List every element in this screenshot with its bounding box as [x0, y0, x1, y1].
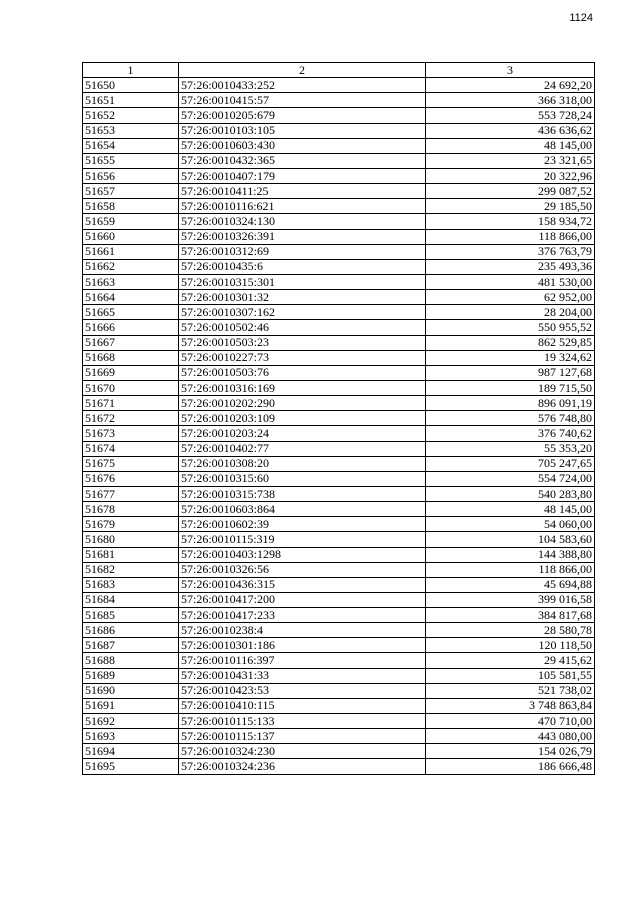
cadastral-number-cell: 57:26:0010315:301 — [179, 274, 426, 289]
cadastral-number-cell: 57:26:0010103:105 — [179, 123, 426, 138]
cadastral-number-cell: 57:26:0010301:32 — [179, 290, 426, 305]
value-cell: 104 583,60 — [426, 532, 595, 547]
table-row — [83, 305, 595, 320]
table-header — [83, 63, 595, 78]
row-number-cell: 51683 — [83, 577, 179, 592]
table-row — [83, 729, 595, 744]
table-row — [83, 259, 595, 274]
row-number-cell: 51668 — [83, 350, 179, 365]
value-cell: 540 283,80 — [426, 486, 595, 501]
value-cell: 470 710,00 — [426, 714, 595, 729]
table-row — [83, 577, 595, 592]
value-cell: 384 817,68 — [426, 608, 595, 623]
row-number-cell: 51693 — [83, 729, 179, 744]
table-row — [83, 350, 595, 365]
table-row — [83, 380, 595, 395]
cadastral-number-cell: 57:26:0010326:391 — [179, 229, 426, 244]
cadastral-number-cell: 57:26:0010116:621 — [179, 199, 426, 214]
value-cell: 118 866,00 — [426, 229, 595, 244]
value-cell: 48 145,00 — [426, 502, 595, 517]
row-number-cell: 51656 — [83, 168, 179, 183]
row-number-cell: 51658 — [83, 199, 179, 214]
value-cell: 3 748 863,84 — [426, 698, 595, 713]
value-cell: 481 530,00 — [426, 274, 595, 289]
row-number-cell: 51663 — [83, 274, 179, 289]
table-row — [83, 244, 595, 259]
value-cell: 23 321,65 — [426, 153, 595, 168]
cadastral-number-cell: 57:26:0010115:137 — [179, 729, 426, 744]
row-number-cell: 51665 — [83, 305, 179, 320]
row-number-cell: 51694 — [83, 744, 179, 759]
table-row — [83, 396, 595, 411]
table-row — [83, 93, 595, 108]
row-number-cell: 51655 — [83, 153, 179, 168]
value-cell: 154 026,79 — [426, 744, 595, 759]
table-row — [83, 683, 595, 698]
value-cell: 299 087,52 — [426, 184, 595, 199]
table-row — [83, 168, 595, 183]
cadastral-number-cell: 57:26:0010436:315 — [179, 577, 426, 592]
value-cell: 554 724,00 — [426, 471, 595, 486]
table-row — [83, 744, 595, 759]
value-cell: 29 415,62 — [426, 653, 595, 668]
row-number-cell: 51682 — [83, 562, 179, 577]
value-cell: 55 353,20 — [426, 441, 595, 456]
table-row — [83, 653, 595, 668]
table-row — [83, 517, 595, 532]
table-row — [83, 274, 595, 289]
cadastral-number-cell: 57:26:0010308:20 — [179, 456, 426, 471]
value-cell: 399 016,58 — [426, 592, 595, 607]
cadastral-number-cell: 57:26:0010307:162 — [179, 305, 426, 320]
table-row — [83, 184, 595, 199]
cadastral-number-cell: 57:26:0010415:57 — [179, 93, 426, 108]
row-number-cell: 51670 — [83, 380, 179, 395]
value-cell: 987 127,68 — [426, 365, 595, 380]
table-row — [83, 471, 595, 486]
table-row — [83, 592, 595, 607]
row-number-cell: 51676 — [83, 471, 179, 486]
value-cell: 24 692,20 — [426, 78, 595, 93]
value-cell: 576 748,80 — [426, 411, 595, 426]
value-cell: 48 145,00 — [426, 138, 595, 153]
table-row — [83, 229, 595, 244]
table-row — [83, 123, 595, 138]
table-row — [83, 411, 595, 426]
row-number-cell: 51666 — [83, 320, 179, 335]
value-cell: 28 204,00 — [426, 305, 595, 320]
table-row — [83, 714, 595, 729]
cadastral-number-cell: 57:26:0010227:73 — [179, 350, 426, 365]
cadastral-number-cell: 57:26:0010603:864 — [179, 502, 426, 517]
value-cell: 443 080,00 — [426, 729, 595, 744]
table-row — [83, 320, 595, 335]
row-number-cell: 51675 — [83, 456, 179, 471]
table-row — [83, 426, 595, 441]
row-number-cell: 51664 — [83, 290, 179, 305]
row-number-cell: 51661 — [83, 244, 179, 259]
cadastral-number-cell: 57:26:0010411:25 — [179, 184, 426, 199]
cadastral-number-cell: 57:26:0010502:46 — [179, 320, 426, 335]
table-row — [83, 668, 595, 683]
table-row — [83, 608, 595, 623]
row-number-cell: 51662 — [83, 259, 179, 274]
value-cell: 120 118,50 — [426, 638, 595, 653]
column-header-2: 2 — [179, 63, 426, 78]
cadastral-number-cell: 57:26:0010417:200 — [179, 592, 426, 607]
cadastral-number-cell: 57:26:0010324:236 — [179, 759, 426, 774]
row-number-cell: 51687 — [83, 638, 179, 653]
row-number-cell: 51680 — [83, 532, 179, 547]
row-number-cell: 51660 — [83, 229, 179, 244]
table-row — [83, 441, 595, 456]
row-number-cell: 51691 — [83, 698, 179, 713]
cadastral-number-cell: 57:26:0010315:738 — [179, 486, 426, 501]
table-row — [83, 290, 595, 305]
value-cell: 158 934,72 — [426, 214, 595, 229]
table-row — [83, 562, 595, 577]
cadastral-number-cell: 57:26:0010324:130 — [179, 214, 426, 229]
cadastral-number-cell: 57:26:0010115:133 — [179, 714, 426, 729]
value-cell: 19 324,62 — [426, 350, 595, 365]
row-number-cell: 51690 — [83, 683, 179, 698]
value-cell: 189 715,50 — [426, 380, 595, 395]
value-cell: 862 529,85 — [426, 335, 595, 350]
cadastral-number-cell: 57:26:0010417:233 — [179, 608, 426, 623]
cadastral-number-cell: 57:26:0010407:179 — [179, 168, 426, 183]
row-number-cell: 51688 — [83, 653, 179, 668]
table-row — [83, 623, 595, 638]
row-number-cell: 51654 — [83, 138, 179, 153]
table-row — [83, 138, 595, 153]
cadastral-number-cell: 57:26:0010324:230 — [179, 744, 426, 759]
row-number-cell: 51671 — [83, 396, 179, 411]
value-cell: 521 738,02 — [426, 683, 595, 698]
table-row — [83, 502, 595, 517]
cadastral-number-cell: 57:26:0010603:430 — [179, 138, 426, 153]
cadastral-number-cell: 57:26:0010115:319 — [179, 532, 426, 547]
cadastral-number-cell: 57:26:0010602:39 — [179, 517, 426, 532]
cadastral-number-cell: 57:26:0010203:24 — [179, 426, 426, 441]
table-row — [83, 698, 595, 713]
table-row — [83, 547, 595, 562]
value-cell: 366 318,00 — [426, 93, 595, 108]
table-row — [83, 365, 595, 380]
cadastral-number-cell: 57:26:0010431:33 — [179, 668, 426, 683]
cadastral-number-cell: 57:26:0010205:679 — [179, 108, 426, 123]
column-header-3: 3 — [426, 63, 595, 78]
cadastral-number-cell: 57:26:0010116:397 — [179, 653, 426, 668]
cadastral-number-cell: 57:26:0010435:6 — [179, 259, 426, 274]
table-row — [83, 638, 595, 653]
cadastral-number-cell: 57:26:0010432:365 — [179, 153, 426, 168]
cadastral-number-cell: 57:26:0010315:60 — [179, 471, 426, 486]
table-body — [83, 78, 595, 774]
cadastral-number-cell: 57:26:0010326:56 — [179, 562, 426, 577]
page-number: 1124 — [569, 12, 593, 24]
row-number-cell: 51684 — [83, 592, 179, 607]
header-row — [83, 63, 595, 78]
value-cell: 29 185,50 — [426, 199, 595, 214]
row-number-cell: 51673 — [83, 426, 179, 441]
row-number-cell: 51689 — [83, 668, 179, 683]
cadastral-number-cell: 57:26:0010402:77 — [179, 441, 426, 456]
value-cell: 62 952,00 — [426, 290, 595, 305]
value-cell: 105 581,55 — [426, 668, 595, 683]
row-number-cell: 51652 — [83, 108, 179, 123]
cadastral-number-cell: 57:26:0010203:109 — [179, 411, 426, 426]
table-row — [83, 199, 595, 214]
value-cell: 45 694,88 — [426, 577, 595, 592]
row-number-cell: 51674 — [83, 441, 179, 456]
row-number-cell: 51695 — [83, 759, 179, 774]
table-row — [83, 153, 595, 168]
row-number-cell: 51679 — [83, 517, 179, 532]
table-row — [83, 214, 595, 229]
cadastral-number-cell: 57:26:0010301:186 — [179, 638, 426, 653]
value-cell: 235 493,36 — [426, 259, 595, 274]
cadastral-value-table — [82, 62, 595, 775]
row-number-cell: 51657 — [83, 184, 179, 199]
row-number-cell: 51678 — [83, 502, 179, 517]
value-cell: 705 247,65 — [426, 456, 595, 471]
value-cell: 54 060,00 — [426, 517, 595, 532]
table-row — [83, 335, 595, 350]
cadastral-number-cell: 57:26:0010433:252 — [179, 78, 426, 93]
row-number-cell: 51653 — [83, 123, 179, 138]
table-row — [83, 532, 595, 547]
cadastral-number-cell: 57:26:0010503:76 — [179, 365, 426, 380]
value-cell: 186 666,48 — [426, 759, 595, 774]
column-header-1: 1 — [83, 63, 179, 78]
row-number-cell: 51692 — [83, 714, 179, 729]
value-cell: 550 955,52 — [426, 320, 595, 335]
cadastral-number-cell: 57:26:0010403:1298 — [179, 547, 426, 562]
cadastral-number-cell: 57:26:0010316:169 — [179, 380, 426, 395]
cadastral-number-cell: 57:26:0010202:290 — [179, 396, 426, 411]
row-number-cell: 51677 — [83, 486, 179, 501]
row-number-cell: 51651 — [83, 93, 179, 108]
table-row — [83, 78, 595, 93]
row-number-cell: 51685 — [83, 608, 179, 623]
cadastral-number-cell: 57:26:0010423:53 — [179, 683, 426, 698]
row-number-cell: 51681 — [83, 547, 179, 562]
value-cell: 436 636,62 — [426, 123, 595, 138]
value-cell: 376 763,79 — [426, 244, 595, 259]
cadastral-number-cell: 57:26:0010312:69 — [179, 244, 426, 259]
value-cell: 28 580,78 — [426, 623, 595, 638]
value-cell: 896 091,19 — [426, 396, 595, 411]
row-number-cell: 51650 — [83, 78, 179, 93]
cadastral-number-cell: 57:26:0010410:115 — [179, 698, 426, 713]
row-number-cell: 51667 — [83, 335, 179, 350]
table-row — [83, 456, 595, 471]
row-number-cell: 51672 — [83, 411, 179, 426]
value-cell: 144 388,80 — [426, 547, 595, 562]
table-row — [83, 486, 595, 501]
value-cell: 118 866,00 — [426, 562, 595, 577]
value-cell: 20 322,96 — [426, 168, 595, 183]
cadastral-number-cell: 57:26:0010503:23 — [179, 335, 426, 350]
cadastral-number-cell: 57:26:0010238:4 — [179, 623, 426, 638]
table-row — [83, 108, 595, 123]
value-cell: 553 728,24 — [426, 108, 595, 123]
value-cell: 376 740,62 — [426, 426, 595, 441]
row-number-cell: 51659 — [83, 214, 179, 229]
row-number-cell: 51686 — [83, 623, 179, 638]
row-number-cell: 51669 — [83, 365, 179, 380]
table-row — [83, 759, 595, 774]
